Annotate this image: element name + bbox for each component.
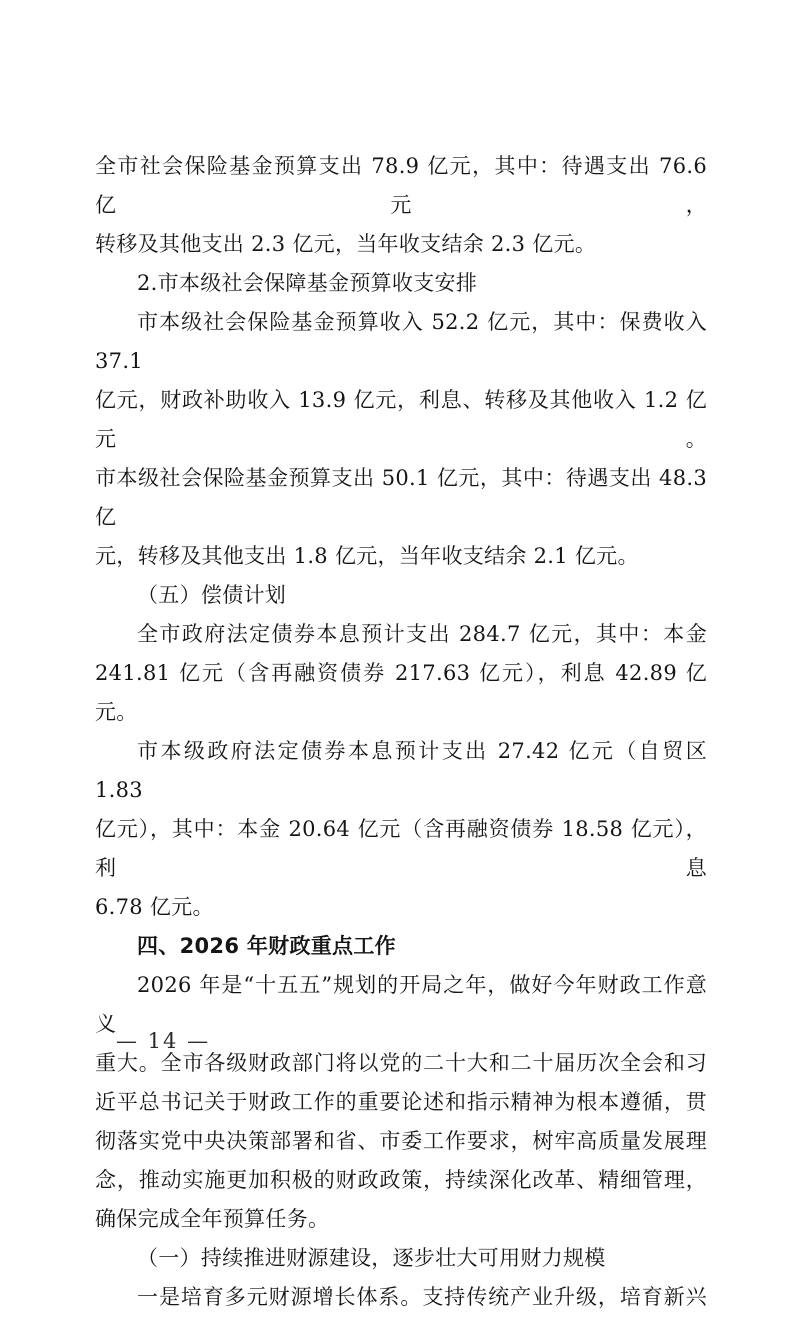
text-line: 241.81 亿元（含再融资债券 217.63 亿元），利息 42.89 亿元。 <box>95 661 707 724</box>
text-line: （一）持续推进财源建设，逐步壮大可用财力规模 <box>137 1246 606 1270</box>
text-line: 6.78 亿元。 <box>95 895 214 919</box>
text-line: 市本级社会保险基金预算支出 50.1 亿元，其中：待遇支出 48.3 亿 <box>95 466 707 529</box>
page-number: — 14 — <box>116 1029 211 1053</box>
paragraph <box>95 264 707 303</box>
text-line: 确保完成全年预算任务。 <box>95 1207 330 1231</box>
text-line: 市本级社会保险基金预算收入 52.2 亿元，其中：保费收入 37.1 <box>95 310 707 373</box>
text-line: 市本级政府法定债券本息预计支出 27.42 亿元（自贸区 1.83 <box>95 739 707 802</box>
paragraph <box>95 615 707 732</box>
paragraph <box>95 927 707 966</box>
text-line: 四、2026 年财政重点工作 <box>137 934 396 958</box>
paragraph <box>95 576 707 615</box>
text-line: 转移及其他支出 2.3 亿元，当年收支结余 2.3 亿元。 <box>95 232 597 256</box>
text-line: 亿元），其中：本金 20.64 亿元（含再融资债券 18.58 亿元），利息 <box>95 817 707 880</box>
text-line: 全市社会保险基金预算支出 78.9 亿元，其中：待遇支出 76.6 亿元， <box>95 154 707 217</box>
paragraph <box>95 303 707 576</box>
text-line: （五）偿债计划 <box>137 583 287 607</box>
text-line: 全市政府法定债券本息预计支出 284.7 亿元，其中：本金 <box>137 622 707 646</box>
paragraph <box>95 966 707 1239</box>
text-line: 2.市本级社会保障基金预算收支安排 <box>137 271 478 295</box>
paragraph <box>95 1239 707 1278</box>
document-body <box>95 147 707 1317</box>
paragraph <box>95 147 707 264</box>
paragraph <box>95 732 707 927</box>
paragraph <box>95 1278 707 1317</box>
text-line: 念，推动实施更加积极的财政政策，持续深化改革、精细管理， <box>95 1168 707 1192</box>
text-line: 一是培育多元财源增长体系。支持传统产业升级，培育新兴 <box>137 1285 707 1309</box>
text-line: 元，转移及其他支出 1.8 亿元，当年收支结余 2.1 亿元。 <box>95 544 639 568</box>
text-line: 亿元，财政补助收入 13.9 亿元，利息、转移及其他收入 1.2 亿元。 <box>95 388 707 451</box>
text-line: 重大。全市各级财政部门将以党的二十大和二十届历次全会和习 <box>95 1051 707 1075</box>
text-line: 彻落实党中央决策部署和省、市委工作要求，树牢高质量发展理 <box>95 1129 707 1153</box>
text-line: 2026 年是“十五五”规划的开局之年，做好今年财政工作意义 <box>95 973 707 1036</box>
text-line: 近平总书记关于财政工作的重要论述和指示精神为根本遵循，贯 <box>95 1090 707 1114</box>
